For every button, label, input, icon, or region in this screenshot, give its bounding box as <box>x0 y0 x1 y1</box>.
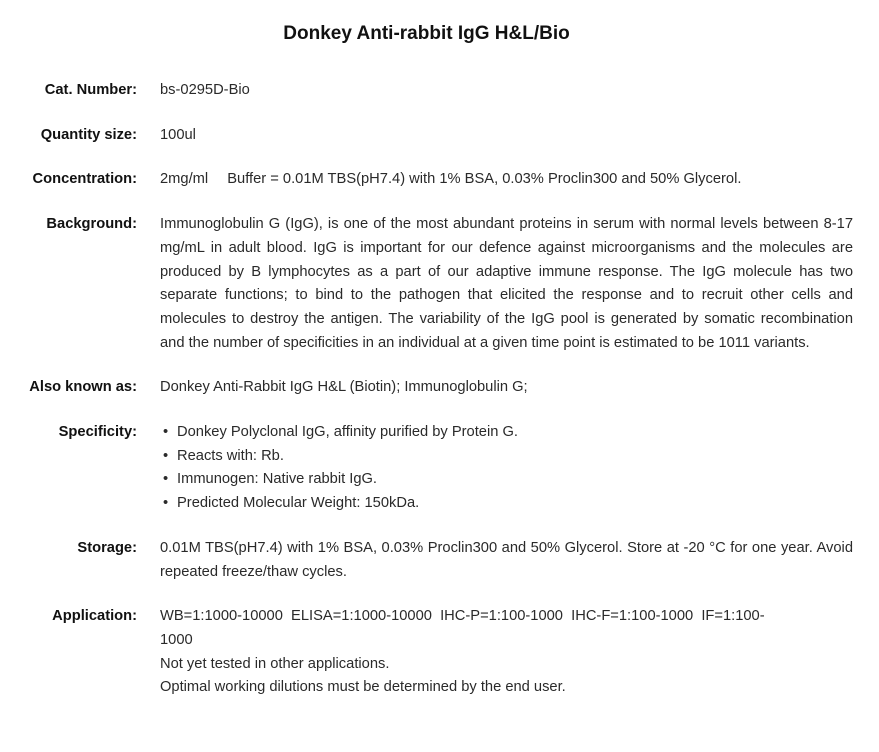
field-row-background <box>0 213 879 355</box>
application-dilutions-line-wrap: 1000 <box>160 631 193 648</box>
field-row-cat-number <box>0 79 879 103</box>
field-row-quantity-size <box>0 124 879 148</box>
storage-value: 0.01M TBS(pH7.4) with 1% BSA, 0.03% Proclin300 and 50% Glycerol. Store at -20 °C for one year. Avoid repeated freeze/thaw cycles. <box>160 539 853 580</box>
field-row-application <box>0 605 879 700</box>
field-row-also-known-as <box>0 376 879 400</box>
datasheet-page <box>0 21 879 700</box>
background-label: Background: <box>46 216 137 233</box>
concentration-value <box>160 168 853 192</box>
quantity-size-value: 100ul <box>160 126 196 143</box>
concentration-amount: 2mg/ml <box>160 171 209 188</box>
also-known-as-value: Donkey Anti-Rabbit IgG H&L (Biotin); Immunoglobulin G; <box>160 379 528 396</box>
specificity-bullet-item: • Predicted Molecular Weight: 150kDa. <box>160 492 853 516</box>
field-row-storage <box>0 537 879 584</box>
specificity-bullet-item: • Reacts with: Rb. <box>160 445 853 469</box>
specificity-bullet-list <box>160 421 853 516</box>
application-note-untested: Not yet tested in other applications. <box>160 655 390 672</box>
field-row-specificity <box>0 421 879 516</box>
field-row-concentration <box>0 168 879 192</box>
storage-label: Storage: <box>77 539 137 556</box>
application-dilutions-line: WB=1:1000-10000 ELISA=1:1000-10000 IHC-P=1:100-1000 IHC-F=1:100-1000 IF=1:100- <box>160 608 765 625</box>
application-label: Application: <box>52 608 137 625</box>
page-title: Donkey Anti-rabbit IgG H&L/Bio <box>283 23 570 44</box>
specificity-value <box>160 421 853 516</box>
also-known-as-label: Also known as: <box>29 379 137 396</box>
quantity-size-label: Quantity size: <box>40 126 137 143</box>
background-value: Immunoglobulin G (IgG), is one of the most abundant proteins in serum with normal levels between 8-17 mg/mL in adult blood. IgG is important for our defence against microorganisms and the molecules are produced by B lymphocytes as a part of our adaptive immune response. The IgG molecule has two separate functions; to bind to the pathogen that elicited the response and to recruit other cells and molecules to destroy the antigen. The variability of the IgG pool is generated by somatic recombination and the number of specificities in an individual at a given time point is estimated to be 1011 variants. <box>160 216 853 351</box>
specificity-label: Specificity: <box>58 424 137 441</box>
application-note-dilutions: Optimal working dilutions must be determined by the end user. <box>160 679 566 696</box>
cat-number-value: bs-0295D-Bio <box>160 82 250 98</box>
specificity-bullet-item: • Immunogen: Native rabbit IgG. <box>160 468 853 492</box>
cat-number-label: Cat. Number: <box>44 82 137 98</box>
concentration-label: Concentration: <box>32 171 137 188</box>
specificity-bullet-item: • Donkey Polyclonal IgG, affinity purified by Protein G. <box>160 421 853 445</box>
application-value <box>160 605 853 700</box>
concentration-buffer: Buffer = 0.01M TBS(pH7.4) with 1% BSA, 0.03% Proclin300 and 50% Glycerol. <box>227 171 742 188</box>
